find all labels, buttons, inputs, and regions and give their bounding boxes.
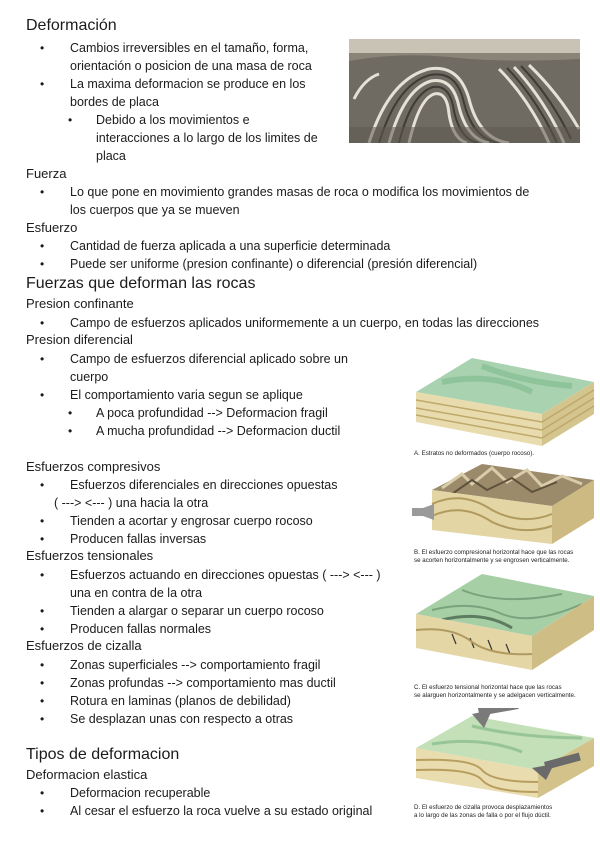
title-esfuerzos-compresivos: Esfuerzos compresivos (26, 459, 161, 474)
title-deformacion-elastica: Deformacion elastica (26, 767, 148, 782)
title-presion-confinante: Presion confinante (26, 296, 134, 311)
list-item: • Producen fallas inversas (40, 532, 207, 546)
title-esfuerzos-cizalla: Esfuerzos de cizalla (26, 638, 142, 653)
title-tipos-deformacion: Tipos de deformacion (26, 746, 180, 763)
list-item: • Al cesar el esfuerzo la roca vuelve a su estado original (40, 804, 373, 818)
list-item: • Campo de esfuerzos aplicados uniformemente a un cuerpo, en todas las direcciones (40, 316, 540, 330)
block-diagram-shear (412, 708, 598, 800)
block-diagram-undeformed (412, 352, 598, 448)
list-item: • Deformacion recuperable (40, 786, 211, 800)
list-item: • Tienden a alargar o separar un cuerpo rocoso (40, 604, 324, 618)
list-item: • Lo que pone en movimiento grandes masas de roca o modifica los movimientos de los cuerpos que ya se mueven (40, 185, 530, 217)
block-diagram-tensional (412, 570, 598, 680)
caption-b: B. El esfuerzo compresional horizontal hace que las rocas se acorten horizontalmente y se engrosen verticalmente. (414, 549, 574, 564)
list-item: • El comportamiento varia segun se aplique (40, 388, 303, 402)
list-item: • Campo de esfuerzos diferencial aplicado sobre un cuerpo (40, 352, 348, 384)
list-item: • La maxima deformacion se produce en los bordes de placa (40, 77, 306, 109)
folded-rock-photo (349, 39, 580, 143)
list-item: • Zonas superficiales --> comportamiento fragil (40, 658, 321, 672)
list-item: • Zonas profundas --> comportamiento mas ductil (40, 676, 336, 690)
title-fuerza: Fuerza (26, 166, 67, 181)
list-item: • Esfuerzos actuando en direcciones opuestas ( ---> <--- ) una en contra de la otra (40, 568, 381, 600)
list-item: • Se desplazan unas con respecto a otras (40, 712, 294, 726)
list-item: • Debido a los movimientos e interacciones a lo largo de los limites de placa (68, 113, 318, 163)
list-item: • A poca profundidad --> Deformacion fragil (68, 406, 328, 420)
list-item: • Cambios irreversibles en el tamaño, forma, orientación o posicion de una masa de roca (40, 41, 312, 73)
title-esfuerzos-tensionales: Esfuerzos tensionales (26, 548, 154, 563)
list-item: • Cantidad de fuerza aplicada a una superficie determinada (40, 239, 391, 253)
list-item: • Rotura en laminas (planos de debilidad) (40, 694, 291, 708)
list-item: • Esfuerzos diferenciales en direcciones opuestas ( ---> <--- ) una hacia la otra (40, 478, 338, 510)
caption-d: D. El esfuerzo de cizalla provoca desplazamientos a lo largo de las zonas de falla o por el flujo dúctil. (414, 804, 553, 819)
title-deformacion: Deformación (26, 17, 117, 34)
caption-c: C. El esfuerzo tensional horizontal hace que las rocas se alarguen horizontalmente y se adelgacen verticalmente. (414, 684, 576, 699)
title-presion-diferencial: Presion diferencial (26, 332, 133, 347)
list-item: • Producen fallas normales (40, 622, 212, 636)
title-esfuerzo: Esfuerzo (26, 220, 78, 235)
block-diagram-compressional (412, 460, 598, 546)
list-item: • A mucha profundidad --> Deformacion ductil (68, 424, 341, 438)
caption-a: A. Estratos no deformados (cuerpo rocoso). (414, 450, 535, 457)
list-item: • Puede ser uniforme (presion confinante) o diferencial (presión diferencial) (40, 257, 478, 271)
list-item: • Tienden a acortar y engrosar cuerpo rocoso (40, 514, 313, 528)
title-fuerzas: Fuerzas que deforman las rocas (26, 275, 256, 292)
